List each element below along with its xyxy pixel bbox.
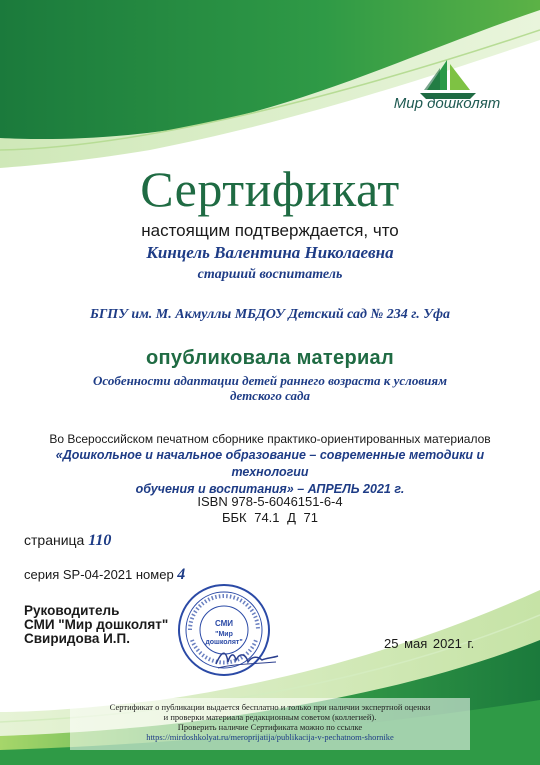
bbk: ББК 74.1 Д 71	[221, 510, 319, 525]
series-number: 4	[177, 566, 186, 583]
head-title: Руководитель	[24, 603, 120, 618]
confirm-text: настоящим подтверждается, что	[141, 221, 399, 240]
collection-name	[20, 447, 520, 498]
isbn: ISBN 978-5-6046151-6-4	[197, 494, 343, 509]
person-position: старший воспитатель	[197, 267, 343, 282]
certificate-title: Сертификат	[140, 161, 400, 217]
verification-link[interactable]: https://mirdoshkolyat.ru/meroprijatija/publikacija-v-pechatnom-shornike	[146, 732, 394, 742]
footer-line-2: и проверки материала редакционным советом (коллегией).	[163, 712, 377, 722]
collection-intro: Во Всероссийском печатном сборнике практико-ориентированных материалов	[49, 432, 491, 446]
material-title	[40, 373, 500, 403]
person-name: Кинцель Валентина Николаевна	[146, 243, 394, 262]
collection-line-1: «Дошкольное и начальное образование – современные методики и технологии	[55, 448, 485, 479]
svg-text:СМИ: СМИ	[214, 619, 234, 628]
issue-date: 25 мая 2021 г.	[384, 636, 475, 651]
organization: БГПУ им. М. Акмуллы МБДОУ Детский сад № 234 г. Уфа	[89, 307, 451, 322]
head-name: Свиридова И.П.	[24, 631, 130, 646]
material-line-2: детского сада	[230, 388, 310, 403]
collection-line-2: обучения и воспитания» – АПРЕЛЬ 2021 г.	[135, 482, 405, 496]
footer-line-1: Сертификат о публикации выдается бесплатно и только при наличии экспертной оценки	[109, 702, 431, 712]
published-label: опубликовала материал	[146, 347, 394, 369]
series-label: серия SP-04-2021 номер	[24, 567, 174, 582]
svg-text:"Мир: "Мир	[215, 631, 233, 638]
footer-line-3: Проверить наличие Сертификата можно по ссылке	[177, 722, 363, 732]
page-number: 110	[88, 532, 112, 549]
page-row	[24, 532, 111, 550]
material-line-1: Особенности адаптации детей раннего возраста к условиям	[93, 373, 447, 388]
signature	[212, 646, 282, 670]
series-row	[24, 566, 185, 584]
page-label: страница	[24, 532, 85, 548]
head-organization: СМИ "Мир дошколят"	[24, 617, 169, 632]
footer-note	[40, 702, 500, 742]
logo-text: Мир дошколят	[393, 95, 501, 112]
head-signature-block	[24, 604, 168, 646]
svg-text:дошколят": дошколят"	[205, 639, 243, 646]
